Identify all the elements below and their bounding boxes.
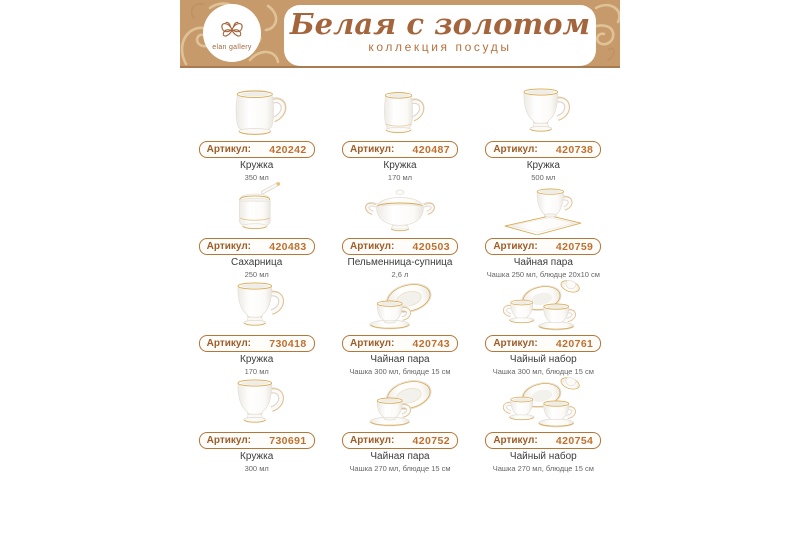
article-label: Артикул: xyxy=(493,338,538,349)
product-card xyxy=(472,373,615,473)
article-label: Артикул: xyxy=(206,338,252,349)
product-name: Чайная пара xyxy=(370,354,430,365)
article-label: Артикул: xyxy=(206,435,252,446)
article-number: 730418 xyxy=(269,337,307,350)
article-label: Артикул: xyxy=(349,435,395,446)
article-number: 420487 xyxy=(412,143,450,156)
article-label: Артикул: xyxy=(349,338,395,349)
product-name: Чайная пара xyxy=(370,451,430,462)
product-image xyxy=(356,276,444,332)
mug-footed-icon xyxy=(238,283,284,325)
article-badge xyxy=(342,335,458,352)
product-details: Чашка 270 мл, блюдце 15 см xyxy=(492,463,594,473)
product-photo xyxy=(328,373,471,429)
product-photo xyxy=(328,82,471,138)
article-badge xyxy=(485,238,601,255)
product-card xyxy=(328,82,471,182)
product-card xyxy=(328,373,471,473)
article-label: Артикул: xyxy=(349,144,395,155)
cup-rect-saucer-icon xyxy=(505,189,581,235)
product-card xyxy=(472,276,615,376)
article-number: 730691 xyxy=(269,434,307,447)
product-name: Кружка xyxy=(383,160,417,171)
product-name: Чайный набор xyxy=(509,354,577,365)
mug-small-icon xyxy=(384,92,423,132)
product-grid xyxy=(185,82,615,473)
article-number: 420738 xyxy=(555,143,594,156)
product-details: 170 мл xyxy=(387,172,413,182)
product-details: 2,6 л xyxy=(391,269,409,279)
product-name: Кружка xyxy=(240,354,274,365)
product-details: 350 мл xyxy=(244,172,269,182)
brand-name: elan gallery xyxy=(212,44,252,51)
product-image xyxy=(356,373,444,429)
tea-set-icon xyxy=(504,375,582,427)
product-image xyxy=(499,276,587,332)
article-badge xyxy=(199,432,315,449)
article-label: Артикул: xyxy=(493,241,538,252)
article-badge xyxy=(485,432,601,449)
tea-pair-icon xyxy=(370,279,434,329)
product-image xyxy=(356,82,444,138)
product-details: 500 мл xyxy=(531,172,556,182)
product-card xyxy=(328,276,471,376)
mug-footed-icon xyxy=(524,89,570,131)
product-name: Кружка xyxy=(240,160,274,171)
title-pill xyxy=(284,5,596,66)
product-card xyxy=(185,276,328,376)
product-image xyxy=(499,373,587,429)
product-photo xyxy=(472,373,615,429)
tea-set-icon xyxy=(504,278,582,330)
article-label: Артикул: xyxy=(493,435,538,446)
product-name: Кружка xyxy=(240,451,274,462)
product-photo xyxy=(328,179,471,235)
product-details: Чашка 300 мл, блюдце 15 см xyxy=(492,366,594,376)
product-image xyxy=(213,179,301,235)
article-badge xyxy=(199,335,315,352)
article-badge xyxy=(199,141,315,158)
product-card xyxy=(185,373,328,473)
product-details: Чашка 270 мл, блюдце 15 см xyxy=(349,463,451,473)
product-image xyxy=(213,373,301,429)
collection-title: Белая с золотом xyxy=(289,7,591,41)
article-number: 420754 xyxy=(555,434,594,447)
article-badge xyxy=(342,238,458,255)
article-label: Артикул: xyxy=(206,241,252,252)
product-photo xyxy=(472,276,615,332)
product-name: Чайная пара xyxy=(513,257,573,268)
product-photo xyxy=(185,276,328,332)
article-label: Артикул: xyxy=(493,144,538,155)
header-banner xyxy=(180,0,620,68)
product-name: Чайный набор xyxy=(509,451,577,462)
product-card xyxy=(328,179,471,279)
article-number: 420242 xyxy=(269,143,307,156)
article-badge xyxy=(342,141,458,158)
article-badge xyxy=(485,335,601,352)
article-label: Артикул: xyxy=(206,144,252,155)
product-image xyxy=(499,179,587,235)
brand-logo xyxy=(203,4,261,62)
product-name: Сахарница xyxy=(231,257,283,268)
article-badge xyxy=(342,432,458,449)
product-card xyxy=(472,82,615,182)
product-details: Чашка 300 мл, блюдце 15 см xyxy=(349,366,451,376)
product-name: Кружка xyxy=(526,160,560,171)
product-name: Пельменница-супница xyxy=(347,257,453,268)
product-photo xyxy=(185,179,328,235)
product-image xyxy=(213,276,301,332)
product-details: Чашка 250 мл, блюдце 20х10 см xyxy=(486,269,600,279)
article-number: 420483 xyxy=(269,240,307,253)
article-badge xyxy=(485,141,601,158)
article-number: 420503 xyxy=(412,240,450,253)
article-number: 420743 xyxy=(412,337,450,350)
product-card xyxy=(185,82,328,182)
product-details: 300 мл xyxy=(244,463,269,473)
product-photo xyxy=(185,82,328,138)
article-number: 420752 xyxy=(412,434,450,447)
collection-subtitle: коллекция посуды xyxy=(368,40,512,55)
product-image xyxy=(499,82,587,138)
article-number: 420759 xyxy=(555,240,594,253)
tureen-icon xyxy=(366,190,434,231)
product-photo xyxy=(185,373,328,429)
product-image xyxy=(356,179,444,235)
product-photo xyxy=(472,82,615,138)
sugar-bowl-icon xyxy=(239,182,280,229)
article-badge xyxy=(199,238,315,255)
tea-pair-icon xyxy=(370,376,434,426)
mug-footed-icon xyxy=(238,380,284,422)
article-label: Артикул: xyxy=(349,241,395,252)
product-photo xyxy=(328,276,471,332)
mug-barrel-icon xyxy=(236,90,285,134)
butterfly-icon xyxy=(216,15,248,45)
product-photo xyxy=(472,179,615,235)
product-details: 170 мл xyxy=(244,366,269,376)
product-card xyxy=(472,179,615,279)
product-image xyxy=(213,82,301,138)
product-details: 250 мл xyxy=(244,269,269,279)
product-card xyxy=(185,179,328,279)
article-number: 420761 xyxy=(555,337,594,350)
catalog-sheet xyxy=(180,0,620,533)
